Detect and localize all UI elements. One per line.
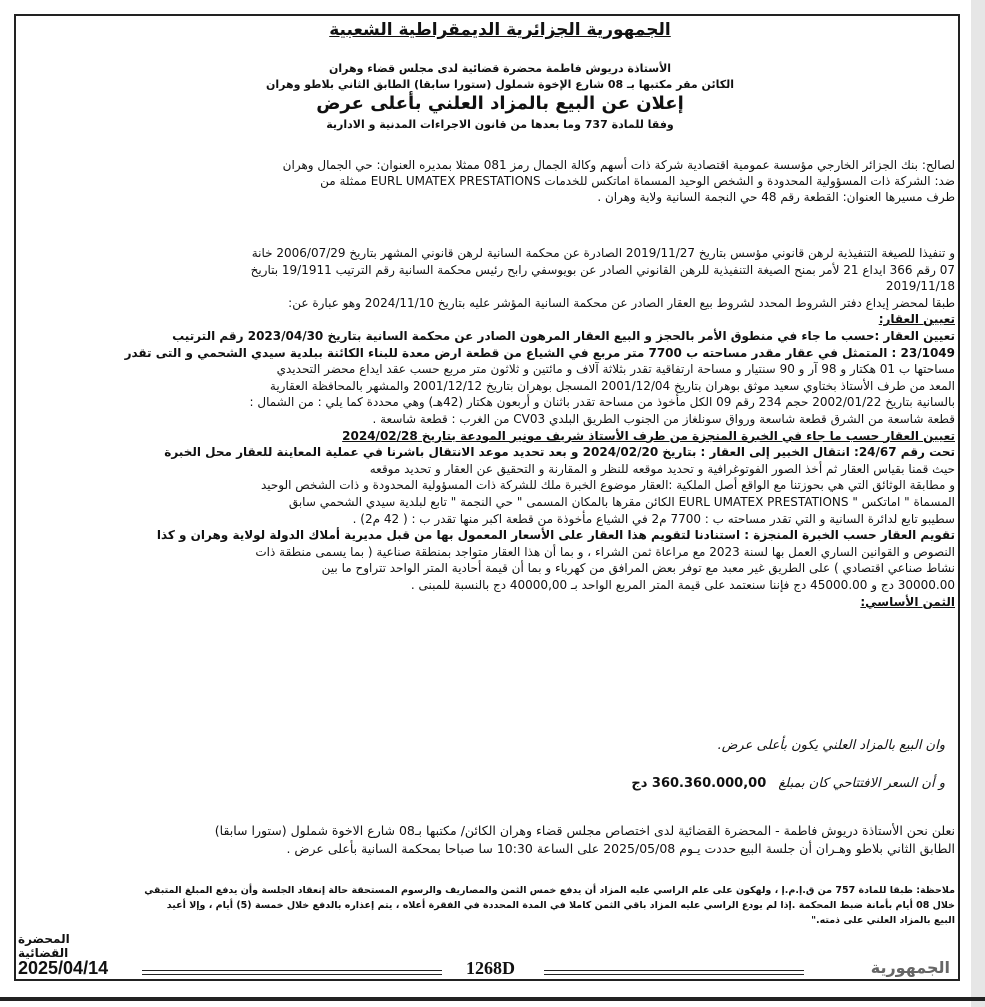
body_lines-line: قطعة شاسعة من الشرق قطعة شاسعة ورواق سونلغاز من الجنوب الطريق البلدي CV03 من الغرب : قطعة شاسعة . [372, 412, 955, 426]
bailiff-name: الأستاذة دريوش فاطمة محضرة قضائية لدى مجلس قضاء وهران [328, 62, 672, 75]
body_lines-line: النصوص و القوانين الساري العمل بها لسنة 2023 مع مراعاة ثمن الشراء ، و بما أن هذا العقار متواجد بمنطقة صناعية ( بما يسمى منطقة ذات [255, 544, 955, 559]
body_lines-line: طبقا لمحضر إيداع دفتر الشروط المحدد لشروط بيع العقار الصادر عن محكمة السانية المؤشر عليه بتاريخ 2024/11/10 وهو عبارة عن: [288, 295, 955, 310]
parties-line: طرف مسيرها العنوان: القطعة رقم 48 حي النجمة السانية ولاية وهران . [597, 190, 955, 204]
body_lines-line: تعيين العقار حسب ما جاء في الخبرة المنجزة من طرف الأستاذ شريف مونير المودعة بتاريخ 2024/02/28 [342, 428, 955, 443]
announcement-line: الطابق الثاني بلاطو وهـران أن جلسة البيع حددت يـوم 2025/05/08 على الساعة 10:30 سا صباحا بمحكمة السانية بأعلى عرض . [286, 841, 955, 856]
parties-line: لصالح: بنك الجزائر الخارجي مؤسسة عمومية اقتصادية شركة ذات أسهم وكالة الجمال رمز 081 ممثلا بمديره العنوان: حي الجمال وهران [282, 158, 955, 172]
body_lines-line: 07 رقم 366 ايداع 21 لأمر بمنح الصيغة التنفيذية للرهن القانوني الصادر عن بويوسفي رابح رئيس محكمة السانية رقم الترتيب 19/1911 بتاريخ [250, 262, 955, 277]
legal-basis: وفقا للمادة 737 وما بعدها من قانون الاجراءات المدنية و الادارية [326, 118, 674, 131]
body_lines-line: 30000.00 دج و 45000.00 دج فإننا سنعتمد على قيمة المتر المربع الواحد بـ 40000,00 دج بالنسبة للمبنى . [410, 578, 955, 592]
note_lines-line: خلال 08 أيام بأمانة ضبط المحكمة .إذا لم يودع الراسي عليه المزاد باقي الثمن كاملا في المدة المحددة في الفقرة أعلاه ، يتم إعذاره بالدفع خلال خمسة (5) أيام ، وإلا أعيد [166, 900, 955, 911]
scan-edge-strip [971, 0, 985, 1007]
opening-price-label: و أن السعر الافتتاحي كان بمبلغ [778, 776, 945, 791]
page-bottom-rule [0, 997, 985, 1001]
body_lines-line: حيث قمنا بقياس العقار ثم أخذ الصور الفوتوغرافية و تحديد موقعه للنظر و المقارنة و التحقيق عن العقار و تحديد موقعه [369, 461, 955, 476]
body_lines-line: المسماة " اماتكس " EURL UMATEX PRESTATIONS الكائن مقرها بالمكان المسمى " حي النجمة " تابع لبلدية سيدي الشحمي سابق [288, 495, 955, 509]
body_lines-line: تعيين العقار :حسب ما جاء في منطوق الأمر بالحجز و البيع العقار المرهون الصادر عن محكمة السانية بتاريخ 2023/04/30 رقم الترتيب [172, 329, 955, 343]
body_lines-line: المعد من طرف الأستاذ بختاوي سعيد موثق بوهران بتاريخ 2001/12/04 المسجل بوهران بتاريخ 2001/12/12 والمشهر بالمحافظة العقارية [269, 378, 955, 393]
footer-rule-left [142, 970, 442, 975]
notice-heading: إعلان عن البيع بالمزاد العلني بأعلى عرض [316, 93, 684, 114]
note_lines-line: البيع بالمزاد العلني على ذمته." [811, 915, 955, 926]
footer-rule-right [544, 970, 804, 975]
body_lines-line: 23/1049 : المتمثل في عقار مقدر مساحته ب 7700 متر مربع في الشياع من قطعة ارض معدة للبناء الكائنة ببلدية سيدي الشحمي و التى تقدر [124, 345, 955, 360]
body_lines-line: نشاط صناعي اقتصادي ) على الطريق غير معبد مع توفر بعض المرافق من كهرباء و بما أن قيمة أحادية المتر الواحد تتراوح ما بين [321, 561, 955, 576]
auction-terms: وان البيع بالمزاد العلني يكون بأعلى عرض. [717, 738, 945, 753]
parties-line: ضد: الشركة ذات المسؤولية المحدودة و الشخص الوحيد المسماة اماتكس للخدمات EURL UMATEX PRESTATIONS ممثلة من [320, 174, 955, 188]
newspaper-footer [14, 958, 960, 982]
bailiff-address: الكائن مقر مكتبها بـ 08 شارع الإخوة شملول (ستورا سابقا) الطابق الثاني بلاطو وهران [265, 78, 735, 91]
body_lines-line: تحت رقم 24/67: انتقال الخبير إلى العقار : بتاريخ 2024/02/20 و بعد تحديد موعد الانتقال باشرنا في عملية المعاينة للعقار محل الخبرة [164, 445, 955, 460]
note_lines-line: ملاحظة: طبقا للمادة 757 من ق.إ.م.إ ، ولهكون على علم الراسي عليه المزاد أن يدفع خمس الثمن والمصاريف والرسوم المستحقة حالة إنعقاد الجلسة وأن يدفع المبلغ المتبقي [144, 885, 955, 896]
body_lines-line: مساحتها ب 01 هكتار و 98 آر و 90 سنتيار و مساحة ارتفاقية تقدر بثلاثة آلاف و مائتين و ثلاثون متر مربع حسب عقد ايداع محضر التحديدي [276, 362, 955, 377]
body_lines-line: تقويم العقار حسب الخبرة المنجزة : استنادنا لتقويم هذا العقار على الأسعار المعمول بها من قبل مديرية أملاك الدولة لولاية وهران و كذا [156, 528, 955, 543]
body_lines-line: سطيبو تابع لدائرة السانية و التي تقدر مساحته ب : 7700 م2 في الشياع مأخوذة من قطعة اكبر منها تقدر ب : ( 42 م2) . [352, 511, 955, 526]
signature: المحضرة القضائية [18, 932, 70, 960]
body_lines-line: و مطابقة الوثائق التي هي بحوزتنا مع الواقع أصل الملكية :العقار موضوع الخبرة ملك للشركة ذات المسؤولية المحدودة و ذات الشخص الوحيد [260, 478, 955, 493]
body_lines-line: بالسانية بتاريخ 2002/01/22 حجم 234 رقم 09 الكل مأخوذ من مساحة تقدر باثنان و أربعون هكتار (42هـ) وهي محددة كما يلي : من الشمال : [249, 395, 955, 410]
newspaper-logo: الجمهورية [870, 958, 950, 977]
body_lines-line: الثمن الأساسي: [860, 594, 955, 609]
notice-republic-title: الجمهورية الجزائرية الديمقراطية الشعبية [329, 20, 671, 40]
publication-date: 2025/04/14 [18, 958, 109, 978]
opening-price-value: 360.360.000,00 دج [631, 776, 767, 791]
announcement-line: نعلن نحن الأستاذة دريوش فاطمة - المحضرة القضائية لدى اختصاص مجلس قضاء وهران الكائن/ مكتبها بـ08 شارع الاخوة شملول (ستورا سابقا) [214, 823, 955, 838]
body_lines-line: تعيين العقار: [878, 312, 955, 327]
body_lines-line: و تنفيذا للصيغة التنفيذية لرهن قانوني مؤسس بتاريخ 2019/11/27 الصادرة عن محكمة السانية لرهن قانوني المشهر بتاريخ 2006/07/29 خانة [251, 246, 955, 260]
body_lines-line: 2019/11/18 [885, 279, 955, 294]
notice-code: 1268D [466, 958, 515, 978]
opening-price-row [631, 776, 945, 791]
